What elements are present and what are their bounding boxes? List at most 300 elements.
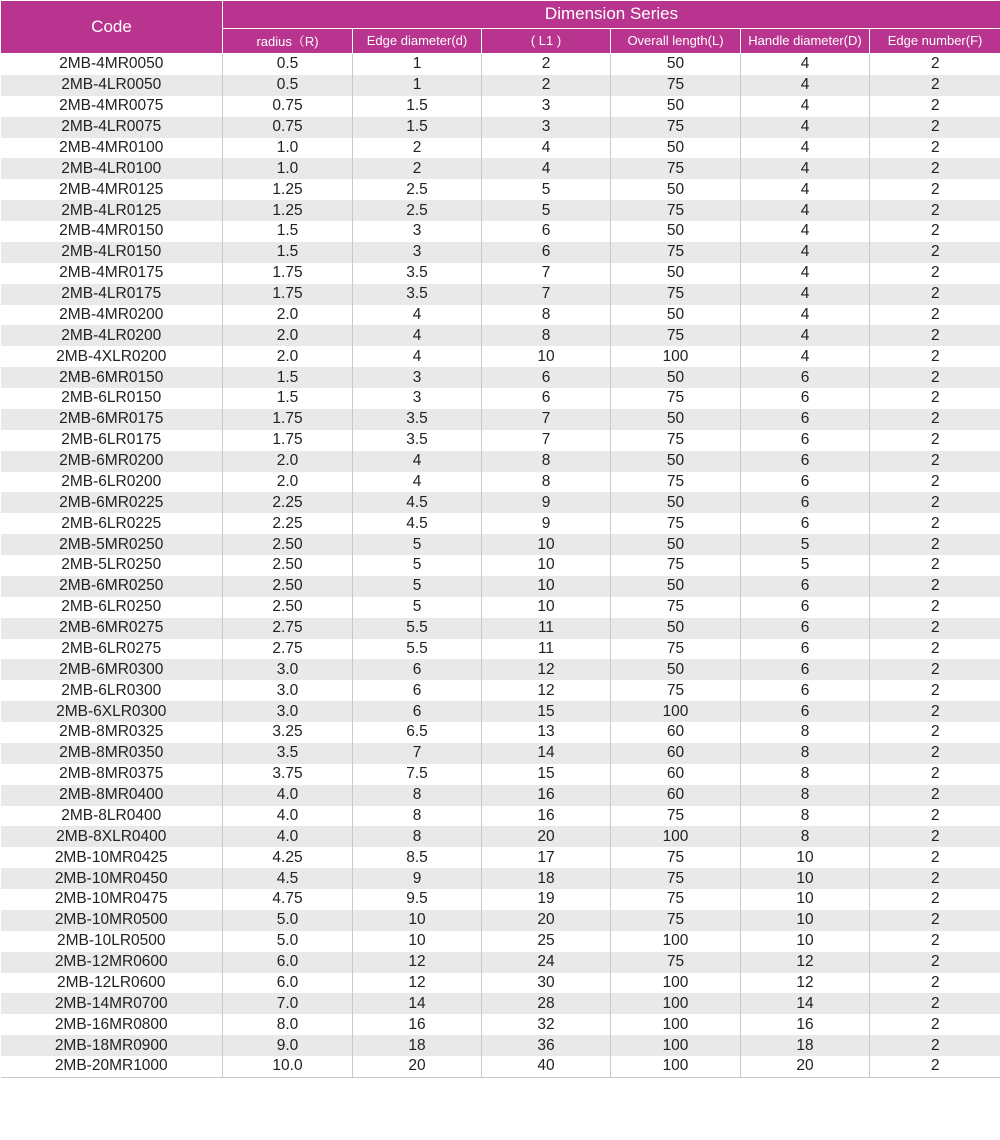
edge-diameter-cell: 2.5 — [353, 200, 482, 221]
overall-length-cell: 100 — [611, 1014, 741, 1035]
handle-diameter-cell: 10 — [741, 847, 870, 868]
radius-cell: 2.0 — [223, 325, 353, 346]
handle-diameter-cell: 14 — [741, 993, 870, 1014]
overall-length-cell: 50 — [611, 263, 741, 284]
l1-cell: 3 — [482, 96, 611, 117]
edge-number-cell: 2 — [870, 221, 1000, 242]
radius-cell: 0.5 — [223, 54, 353, 75]
edge-diameter-cell: 2.5 — [353, 179, 482, 200]
edge-number-cell: 2 — [870, 492, 1000, 513]
table-row — [1, 659, 1000, 680]
l1-cell: 24 — [482, 952, 611, 973]
table-row — [1, 305, 1000, 326]
radius-cell: 4.5 — [223, 868, 353, 889]
radius-cell: 0.75 — [223, 96, 353, 117]
overall-length-cell: 75 — [611, 555, 741, 576]
edge-diameter-cell: 7.5 — [353, 764, 482, 785]
edge-diameter-cell: 5.5 — [353, 618, 482, 639]
code-cell: 2MB-4MR0125 — [1, 179, 223, 200]
table-row — [1, 639, 1000, 660]
code-cell: 2MB-6LR0275 — [1, 639, 223, 660]
table-row — [1, 430, 1000, 451]
table-row — [1, 680, 1000, 701]
radius-cell: 4.0 — [223, 806, 353, 827]
l1-cell: 16 — [482, 806, 611, 827]
radius-cell: 2.50 — [223, 576, 353, 597]
edge-number-cell: 2 — [870, 263, 1000, 284]
table-row — [1, 743, 1000, 764]
table-row — [1, 889, 1000, 910]
l1-cell: 13 — [482, 722, 611, 743]
radius-cell: 0.75 — [223, 117, 353, 138]
radius-cell: 3.5 — [223, 743, 353, 764]
edge-number-cell: 2 — [870, 1035, 1000, 1056]
edge-diameter-cell: 10 — [353, 910, 482, 931]
edge-number-cell: 2 — [870, 284, 1000, 305]
radius-cell: 2.50 — [223, 597, 353, 618]
radius-cell: 2.0 — [223, 346, 353, 367]
edge-diameter-cell: 4 — [353, 451, 482, 472]
table-row — [1, 1056, 1000, 1077]
handle-diameter-cell: 6 — [741, 701, 870, 722]
edge-diameter-cell: 8 — [353, 785, 482, 806]
overall-length-cell: 75 — [611, 158, 741, 179]
edge-diameter-cell: 3.5 — [353, 430, 482, 451]
l1-cell: 10 — [482, 555, 611, 576]
table-row — [1, 910, 1000, 931]
l1-cell: 11 — [482, 639, 611, 660]
overall-length-header: Overall length(L) — [611, 28, 741, 53]
code-cell: 2MB-6LR0225 — [1, 513, 223, 534]
table-row — [1, 618, 1000, 639]
l1-cell: 12 — [482, 680, 611, 701]
l1-cell: 19 — [482, 889, 611, 910]
overall-length-cell: 50 — [611, 451, 741, 472]
overall-length-cell: 50 — [611, 305, 741, 326]
overall-length-cell: 50 — [611, 367, 741, 388]
table-row — [1, 263, 1000, 284]
edge-number-cell: 2 — [870, 179, 1000, 200]
edge-number-cell: 2 — [870, 388, 1000, 409]
edge-number-cell: 2 — [870, 534, 1000, 555]
l1-cell: 25 — [482, 931, 611, 952]
radius-cell: 7.0 — [223, 993, 353, 1014]
edge-diameter-cell: 3 — [353, 221, 482, 242]
overall-length-cell: 75 — [611, 680, 741, 701]
edge-number-cell: 2 — [870, 764, 1000, 785]
overall-length-cell: 100 — [611, 1035, 741, 1056]
overall-length-cell: 50 — [611, 54, 741, 75]
l1-cell: 6 — [482, 242, 611, 263]
overall-length-cell: 50 — [611, 96, 741, 117]
table-row — [1, 325, 1000, 346]
edge-diameter-cell: 3.5 — [353, 409, 482, 430]
radius-cell: 1.75 — [223, 263, 353, 284]
table-row — [1, 576, 1000, 597]
radius-cell: 1.5 — [223, 221, 353, 242]
overall-length-cell: 50 — [611, 179, 741, 200]
l1-cell: 40 — [482, 1056, 611, 1077]
edge-diameter-cell: 1 — [353, 54, 482, 75]
edge-diameter-cell: 3 — [353, 242, 482, 263]
edge-diameter-cell: 6 — [353, 701, 482, 722]
table-row — [1, 806, 1000, 827]
handle-diameter-cell: 10 — [741, 868, 870, 889]
edge-diameter-cell: 4 — [353, 325, 482, 346]
overall-length-cell: 75 — [611, 889, 741, 910]
radius-cell: 1.5 — [223, 242, 353, 263]
overall-length-cell: 100 — [611, 993, 741, 1014]
handle-diameter-cell: 10 — [741, 889, 870, 910]
overall-length-cell: 50 — [611, 221, 741, 242]
l1-cell: 2 — [482, 75, 611, 96]
l1-cell: 36 — [482, 1035, 611, 1056]
radius-cell: 2.25 — [223, 492, 353, 513]
overall-length-cell: 60 — [611, 764, 741, 785]
edge-number-cell: 2 — [870, 597, 1000, 618]
table-row — [1, 993, 1000, 1014]
code-cell: 2MB-4LR0200 — [1, 325, 223, 346]
code-cell: 2MB-6MR0300 — [1, 659, 223, 680]
handle-diameter-cell: 10 — [741, 931, 870, 952]
radius-cell: 1.25 — [223, 200, 353, 221]
edge-number-cell: 2 — [870, 868, 1000, 889]
radius-cell: 1.0 — [223, 158, 353, 179]
overall-length-cell: 75 — [611, 284, 741, 305]
radius-cell: 3.75 — [223, 764, 353, 785]
radius-cell: 1.5 — [223, 367, 353, 388]
handle-diameter-cell: 4 — [741, 179, 870, 200]
edge-number-cell: 2 — [870, 910, 1000, 931]
overall-length-cell: 75 — [611, 868, 741, 889]
table-row — [1, 451, 1000, 472]
handle-diameter-cell: 8 — [741, 806, 870, 827]
handle-diameter-cell: 4 — [741, 75, 870, 96]
edge-diameter-header: Edge diameter(d) — [353, 28, 482, 53]
overall-length-cell: 75 — [611, 388, 741, 409]
edge-number-cell: 2 — [870, 75, 1000, 96]
radius-cell: 8.0 — [223, 1014, 353, 1035]
code-cell: 2MB-8LR0400 — [1, 806, 223, 827]
edge-number-cell: 2 — [870, 158, 1000, 179]
table-row — [1, 158, 1000, 179]
l1-cell: 9 — [482, 513, 611, 534]
edge-diameter-cell: 4 — [353, 346, 482, 367]
l1-cell: 17 — [482, 847, 611, 868]
overall-length-cell: 100 — [611, 701, 741, 722]
table-row — [1, 1035, 1000, 1056]
handle-diameter-cell: 6 — [741, 597, 870, 618]
handle-diameter-cell: 6 — [741, 513, 870, 534]
code-cell: 2MB-8MR0350 — [1, 743, 223, 764]
l1-cell: 8 — [482, 305, 611, 326]
code-cell: 2MB-8MR0325 — [1, 722, 223, 743]
edge-diameter-cell: 2 — [353, 138, 482, 159]
edge-number-cell: 2 — [870, 367, 1000, 388]
dimension-series-header: Dimension Series — [223, 1, 1000, 29]
code-cell: 2MB-4MR0150 — [1, 221, 223, 242]
code-cell: 2MB-6LR0200 — [1, 472, 223, 493]
handle-diameter-cell: 6 — [741, 659, 870, 680]
table-row — [1, 346, 1000, 367]
edge-number-cell: 2 — [870, 513, 1000, 534]
edge-number-cell: 2 — [870, 117, 1000, 138]
edge-diameter-cell: 1.5 — [353, 96, 482, 117]
l1-cell: 8 — [482, 451, 611, 472]
table-row — [1, 722, 1000, 743]
table-row — [1, 96, 1000, 117]
table-row — [1, 138, 1000, 159]
radius-cell: 1.25 — [223, 179, 353, 200]
l1-cell: 6 — [482, 221, 611, 242]
handle-diameter-cell: 5 — [741, 534, 870, 555]
l1-cell: 15 — [482, 764, 611, 785]
handle-diameter-cell: 12 — [741, 952, 870, 973]
handle-diameter-cell: 16 — [741, 1014, 870, 1035]
edge-number-cell: 2 — [870, 96, 1000, 117]
l1-header: ( L1 ) — [482, 28, 611, 53]
radius-cell: 4.25 — [223, 847, 353, 868]
edge-number-cell: 2 — [870, 639, 1000, 660]
handle-diameter-cell: 6 — [741, 680, 870, 701]
code-cell: 2MB-6MR0275 — [1, 618, 223, 639]
table-row — [1, 931, 1000, 952]
edge-diameter-cell: 5.5 — [353, 639, 482, 660]
radius-cell: 6.0 — [223, 952, 353, 973]
overall-length-cell: 75 — [611, 200, 741, 221]
l1-cell: 16 — [482, 785, 611, 806]
edge-number-cell: 2 — [870, 701, 1000, 722]
edge-diameter-cell: 8 — [353, 806, 482, 827]
table-row — [1, 200, 1000, 221]
l1-cell: 10 — [482, 576, 611, 597]
code-cell: 2MB-4MR0050 — [1, 54, 223, 75]
l1-cell: 12 — [482, 659, 611, 680]
code-cell: 2MB-4LR0150 — [1, 242, 223, 263]
code-cell: 2MB-6MR0250 — [1, 576, 223, 597]
edge-number-cell: 2 — [870, 785, 1000, 806]
overall-length-cell: 50 — [611, 534, 741, 555]
edge-number-cell: 2 — [870, 931, 1000, 952]
l1-cell: 5 — [482, 200, 611, 221]
l1-cell: 9 — [482, 492, 611, 513]
code-cell: 2MB-4MR0175 — [1, 263, 223, 284]
edge-diameter-cell: 1 — [353, 75, 482, 96]
code-cell: 2MB-10LR0500 — [1, 931, 223, 952]
code-cell: 2MB-20MR1000 — [1, 1056, 223, 1077]
code-header: Code — [1, 1, 223, 54]
code-cell: 2MB-6XLR0300 — [1, 701, 223, 722]
overall-length-cell: 60 — [611, 722, 741, 743]
table-body — [1, 54, 1000, 1078]
code-cell: 2MB-5LR0250 — [1, 555, 223, 576]
l1-cell: 7 — [482, 409, 611, 430]
edge-number-cell: 2 — [870, 472, 1000, 493]
overall-length-cell: 75 — [611, 847, 741, 868]
code-cell: 2MB-6MR0225 — [1, 492, 223, 513]
code-cell: 2MB-6MR0150 — [1, 367, 223, 388]
handle-diameter-cell: 6 — [741, 576, 870, 597]
edge-number-cell: 2 — [870, 54, 1000, 75]
code-cell: 2MB-14MR0700 — [1, 993, 223, 1014]
radius-cell: 6.0 — [223, 973, 353, 994]
edge-diameter-cell: 2 — [353, 158, 482, 179]
handle-diameter-cell: 6 — [741, 639, 870, 660]
handle-diameter-cell: 4 — [741, 221, 870, 242]
overall-length-cell: 75 — [611, 325, 741, 346]
edge-diameter-cell: 16 — [353, 1014, 482, 1035]
edge-diameter-cell: 3.5 — [353, 263, 482, 284]
l1-cell: 6 — [482, 388, 611, 409]
radius-cell: 1.5 — [223, 388, 353, 409]
overall-length-cell: 75 — [611, 597, 741, 618]
edge-number-cell: 2 — [870, 806, 1000, 827]
radius-cell: 2.50 — [223, 534, 353, 555]
overall-length-cell: 100 — [611, 973, 741, 994]
edge-diameter-cell: 9.5 — [353, 889, 482, 910]
table-row — [1, 764, 1000, 785]
handle-diameter-cell: 12 — [741, 973, 870, 994]
edge-diameter-cell: 4.5 — [353, 513, 482, 534]
handle-diameter-cell: 4 — [741, 158, 870, 179]
edge-diameter-cell: 5 — [353, 597, 482, 618]
handle-diameter-cell: 5 — [741, 555, 870, 576]
radius-cell: 2.0 — [223, 472, 353, 493]
code-cell: 2MB-16MR0800 — [1, 1014, 223, 1035]
code-cell: 2MB-4LR0175 — [1, 284, 223, 305]
code-cell: 2MB-4LR0125 — [1, 200, 223, 221]
overall-length-cell: 75 — [611, 513, 741, 534]
edge-diameter-cell: 6 — [353, 680, 482, 701]
handle-diameter-cell: 6 — [741, 388, 870, 409]
edge-diameter-cell: 6.5 — [353, 722, 482, 743]
handle-diameter-cell: 18 — [741, 1035, 870, 1056]
overall-length-cell: 75 — [611, 242, 741, 263]
l1-cell: 18 — [482, 868, 611, 889]
table-row — [1, 367, 1000, 388]
edge-number-cell: 2 — [870, 325, 1000, 346]
edge-diameter-cell: 5 — [353, 576, 482, 597]
l1-cell: 7 — [482, 263, 611, 284]
code-cell: 2MB-8MR0400 — [1, 785, 223, 806]
code-cell: 2MB-8XLR0400 — [1, 826, 223, 847]
handle-diameter-cell: 4 — [741, 54, 870, 75]
edge-number-cell: 2 — [870, 409, 1000, 430]
table-row — [1, 472, 1000, 493]
edge-diameter-cell: 3.5 — [353, 284, 482, 305]
l1-cell: 11 — [482, 618, 611, 639]
edge-number-cell: 2 — [870, 993, 1000, 1014]
radius-cell: 3.0 — [223, 701, 353, 722]
l1-cell: 3 — [482, 117, 611, 138]
l1-cell: 20 — [482, 910, 611, 931]
edge-diameter-cell: 6 — [353, 659, 482, 680]
edge-number-cell: 2 — [870, 200, 1000, 221]
edge-diameter-cell: 5 — [353, 555, 482, 576]
l1-cell: 2 — [482, 54, 611, 75]
table-row — [1, 221, 1000, 242]
edge-number-cell: 2 — [870, 973, 1000, 994]
code-cell: 2MB-12MR0600 — [1, 952, 223, 973]
handle-diameter-cell: 4 — [741, 200, 870, 221]
overall-length-cell: 75 — [611, 75, 741, 96]
code-cell: 2MB-4LR0100 — [1, 158, 223, 179]
code-cell: 2MB-4LR0050 — [1, 75, 223, 96]
handle-diameter-cell: 4 — [741, 242, 870, 263]
radius-cell: 2.25 — [223, 513, 353, 534]
radius-cell: 3.0 — [223, 659, 353, 680]
edge-number-cell: 2 — [870, 305, 1000, 326]
edge-diameter-cell: 8 — [353, 826, 482, 847]
edge-diameter-cell: 18 — [353, 1035, 482, 1056]
edge-number-cell: 2 — [870, 242, 1000, 263]
handle-diameter-cell: 6 — [741, 472, 870, 493]
code-cell: 2MB-10MR0500 — [1, 910, 223, 931]
edge-number-cell: 2 — [870, 346, 1000, 367]
radius-cell: 1.75 — [223, 409, 353, 430]
edge-diameter-cell: 4 — [353, 472, 482, 493]
overall-length-cell: 75 — [611, 472, 741, 493]
table-row — [1, 973, 1000, 994]
radius-cell: 3.0 — [223, 680, 353, 701]
code-cell: 2MB-4MR0075 — [1, 96, 223, 117]
overall-length-cell: 100 — [611, 931, 741, 952]
edge-diameter-cell: 4 — [353, 305, 482, 326]
handle-diameter-cell: 6 — [741, 618, 870, 639]
code-cell: 2MB-10MR0425 — [1, 847, 223, 868]
l1-cell: 4 — [482, 158, 611, 179]
radius-cell: 4.0 — [223, 785, 353, 806]
code-cell: 2MB-8MR0375 — [1, 764, 223, 785]
edge-number-cell: 2 — [870, 618, 1000, 639]
table-row — [1, 75, 1000, 96]
handle-diameter-cell: 4 — [741, 325, 870, 346]
code-cell: 2MB-4MR0200 — [1, 305, 223, 326]
code-cell: 2MB-10MR0450 — [1, 868, 223, 889]
overall-length-cell: 75 — [611, 910, 741, 931]
edge-number-cell: 2 — [870, 555, 1000, 576]
handle-diameter-cell: 6 — [741, 367, 870, 388]
handle-diameter-cell: 4 — [741, 96, 870, 117]
code-cell: 2MB-6LR0300 — [1, 680, 223, 701]
handle-diameter-cell: 6 — [741, 492, 870, 513]
handle-diameter-cell: 4 — [741, 284, 870, 305]
edge-number-cell: 2 — [870, 451, 1000, 472]
overall-length-cell: 100 — [611, 1056, 741, 1077]
handle-diameter-cell: 4 — [741, 138, 870, 159]
code-cell: 2MB-6MR0175 — [1, 409, 223, 430]
code-cell: 2MB-4MR0100 — [1, 138, 223, 159]
edge-diameter-cell: 3 — [353, 388, 482, 409]
handle-diameter-cell: 10 — [741, 910, 870, 931]
edge-number-header: Edge number(F) — [870, 28, 1000, 53]
edge-number-cell: 2 — [870, 1014, 1000, 1035]
edge-diameter-cell: 14 — [353, 993, 482, 1014]
code-cell: 2MB-4XLR0200 — [1, 346, 223, 367]
code-cell: 2MB-18MR0900 — [1, 1035, 223, 1056]
overall-length-cell: 50 — [611, 492, 741, 513]
l1-cell: 32 — [482, 1014, 611, 1035]
l1-cell: 4 — [482, 138, 611, 159]
edge-number-cell: 2 — [870, 1056, 1000, 1077]
table-row — [1, 492, 1000, 513]
radius-header: radius（R) — [223, 28, 353, 53]
table-row — [1, 826, 1000, 847]
edge-diameter-cell: 12 — [353, 952, 482, 973]
overall-length-cell: 75 — [611, 639, 741, 660]
edge-diameter-cell: 1.5 — [353, 117, 482, 138]
edge-diameter-cell: 3 — [353, 367, 482, 388]
